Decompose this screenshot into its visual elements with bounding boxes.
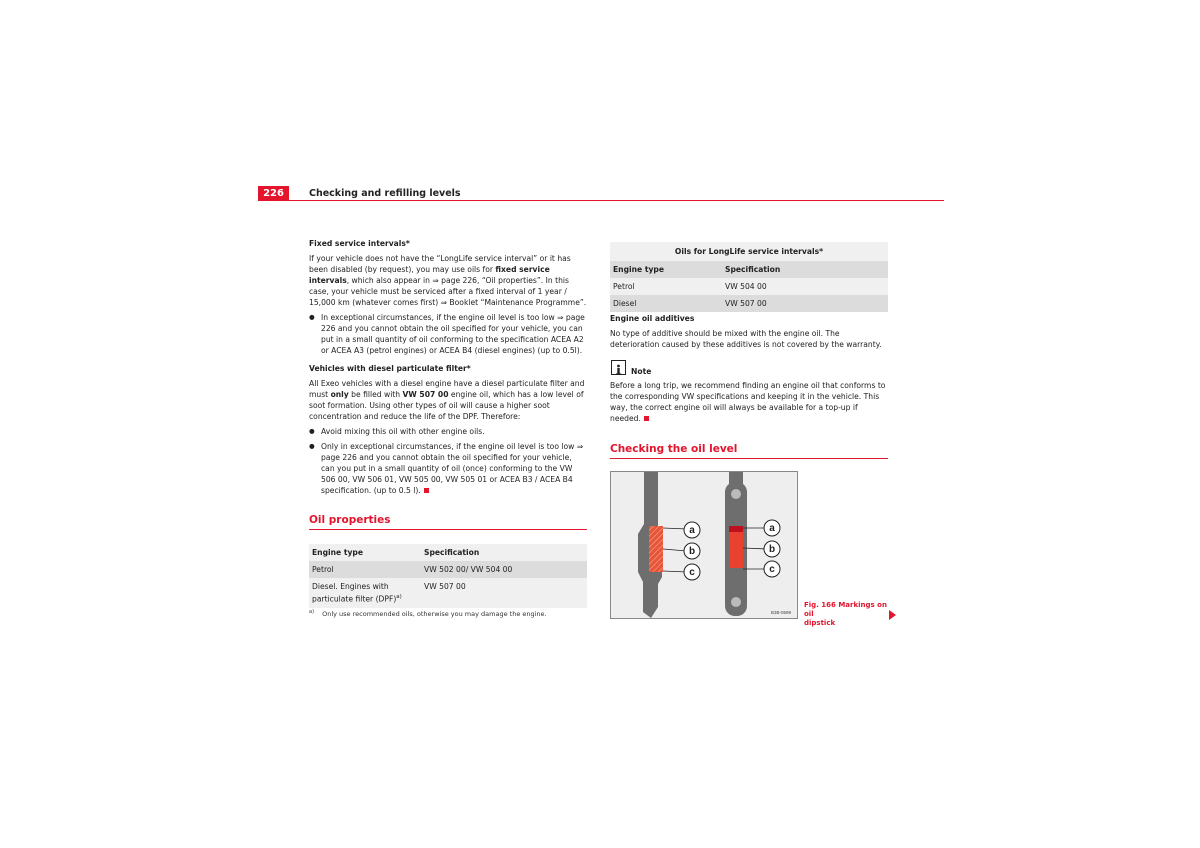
longlife-caption: Oils for LongLife service intervals* — [610, 242, 888, 261]
callout-a-right — [764, 520, 780, 536]
footnote-ref: a) — [396, 594, 402, 600]
dipstick-illustration — [611, 472, 797, 618]
longlife-table — [610, 242, 888, 312]
fixed-intervals-paragraph — [309, 253, 587, 308]
longlife-row-2-spec: VW 507 00 — [725, 299, 767, 308]
svg-text:a: a — [689, 525, 695, 536]
next-page-arrow-icon — [889, 610, 896, 620]
table-row — [610, 278, 888, 295]
table-row — [309, 578, 587, 608]
note-body — [610, 380, 888, 424]
oil-row-2-engine: Diesel. Engines with particulate filter (DPF) — [312, 582, 397, 604]
figure-code: B3B-0599 — [771, 610, 792, 615]
checking-oil-heading: Checking the oil level — [610, 442, 888, 459]
table-row — [610, 295, 888, 312]
figure-caption-line2: dipstick — [804, 619, 836, 627]
left-column — [309, 238, 587, 500]
dpf-text-vw: VW 507 00 — [402, 390, 449, 399]
callout-c-left — [684, 564, 700, 580]
fixed-bullet: ● In exceptional circumstances, if the engine oil level is too low ⇒ page 226 and you cannot obtain the oil specified for your vehicle, you can put in a small quantity of oil conforming to the specification ACEA A2 or ACEA A3 (petrol engines) or ACEA B4 (diesel engines) (up to 0.5l). — [309, 312, 587, 356]
footnote-text: Only use recommended oils, otherwise you may damage the engine. — [322, 610, 547, 619]
dpf-bullet-1: ● Avoid mixing this oil with other engine oils. — [309, 426, 587, 437]
svg-text:b: b — [688, 546, 696, 557]
oil-row-2-engine-cell — [309, 578, 421, 608]
callout-b-right — [764, 541, 780, 557]
info-icon — [611, 360, 626, 375]
longlife-row-1-engine: Petrol — [613, 282, 635, 291]
end-square-icon — [644, 416, 649, 421]
callout-a-left — [684, 522, 700, 538]
fixed-text-a: If your vehicle does not have the “LongLife service interval” or it has been disabled (by request), you may use oils for — [309, 254, 571, 274]
longlife-col-engine: Engine type — [613, 265, 664, 274]
page-number: 226 — [258, 186, 289, 201]
callout-b-left — [684, 543, 700, 559]
table-row — [309, 561, 587, 578]
page-title: Checking and refilling levels — [309, 188, 461, 199]
svg-text:b: b — [768, 544, 776, 555]
note-text: Before a long trip, we recommend finding an engine oil that conforms to the corresponding VW specifications and keeping it in the vehicle. This way, the correct engine oil will always be available for a top-up if needed. — [610, 381, 886, 423]
dpf-text-a: All Exeo vehicles with a diesel engine have a diesel particulate filter and must — [309, 379, 585, 399]
dpf-bullet-2-text: Only in exceptional circumstances, if the engine oil level is too low ⇒ page 226 and you cannot obtain the oil specified for your vehicle, can you put in a small quantity of oil (once) conforming to the VW 506 00, VW 506 01, VW 505 00, VW 505 01 or ACEA B3 / ACEA B4 specification. (up to 0.5 l). — [321, 442, 584, 495]
dipstick-figure — [610, 471, 798, 619]
longlife-col-spec: Specification — [725, 265, 781, 274]
svg-text:c: c — [769, 564, 775, 575]
fixed-intervals-heading: Fixed service intervals* — [309, 239, 410, 248]
svg-text:a: a — [769, 523, 775, 534]
figure-caption — [804, 601, 894, 628]
oil-row-2-spec: VW 507 00 — [424, 582, 466, 591]
footnote — [309, 607, 587, 619]
oil-properties-table — [309, 544, 587, 608]
longlife-row-2-engine: Diesel — [613, 299, 637, 308]
oil-row-1-engine: Petrol — [312, 565, 334, 574]
additives-section — [610, 313, 888, 354]
callout-c-right — [764, 561, 780, 577]
note-heading: Note — [631, 367, 652, 376]
oil-table-col-engine: Engine type — [312, 548, 363, 557]
dpf-heading: Vehicles with diesel particulate filter* — [309, 364, 471, 373]
header-rule — [258, 200, 944, 201]
oil-properties-heading: Oil properties — [309, 513, 587, 530]
dpf-text-only: only — [330, 390, 349, 399]
fixed-text-bold: fixed service intervals — [309, 265, 550, 285]
dpf-paragraph — [309, 378, 587, 422]
svg-text:c: c — [689, 567, 695, 578]
oil-row-1-spec: VW 502 00/ VW 504 00 — [424, 565, 513, 574]
longlife-row-1-spec: VW 504 00 — [725, 282, 767, 291]
fixed-text-b: , which also appear in ⇒ page 226, “Oil properties”. In this case, your vehicle must be serviced after a fixed interval of 1 year / 15,000 km (whatever comes first) ⇒ Booklet “Maintenance Programme”. — [309, 276, 587, 307]
additives-text: No type of additive should be mixed with the engine oil. The deterioration caused by these additives is not covered by the warranty. — [610, 329, 882, 349]
figure-caption-line1: Fig. 166 Markings on oil — [804, 601, 887, 618]
dpf-bullet-2 — [309, 441, 587, 496]
footnote-mark: a) — [309, 609, 315, 615]
dpf-text-c: be filled with — [348, 390, 403, 399]
dpf-text-d: engine oil, which has a low level of soot formation. Using other types of oil will cause a higher soot concentration and reduce the life of the DPF. Therefore: — [309, 390, 584, 421]
oil-table-col-spec: Specification — [424, 548, 480, 557]
end-square-icon — [424, 488, 429, 493]
additives-heading: Engine oil additives — [610, 314, 695, 323]
